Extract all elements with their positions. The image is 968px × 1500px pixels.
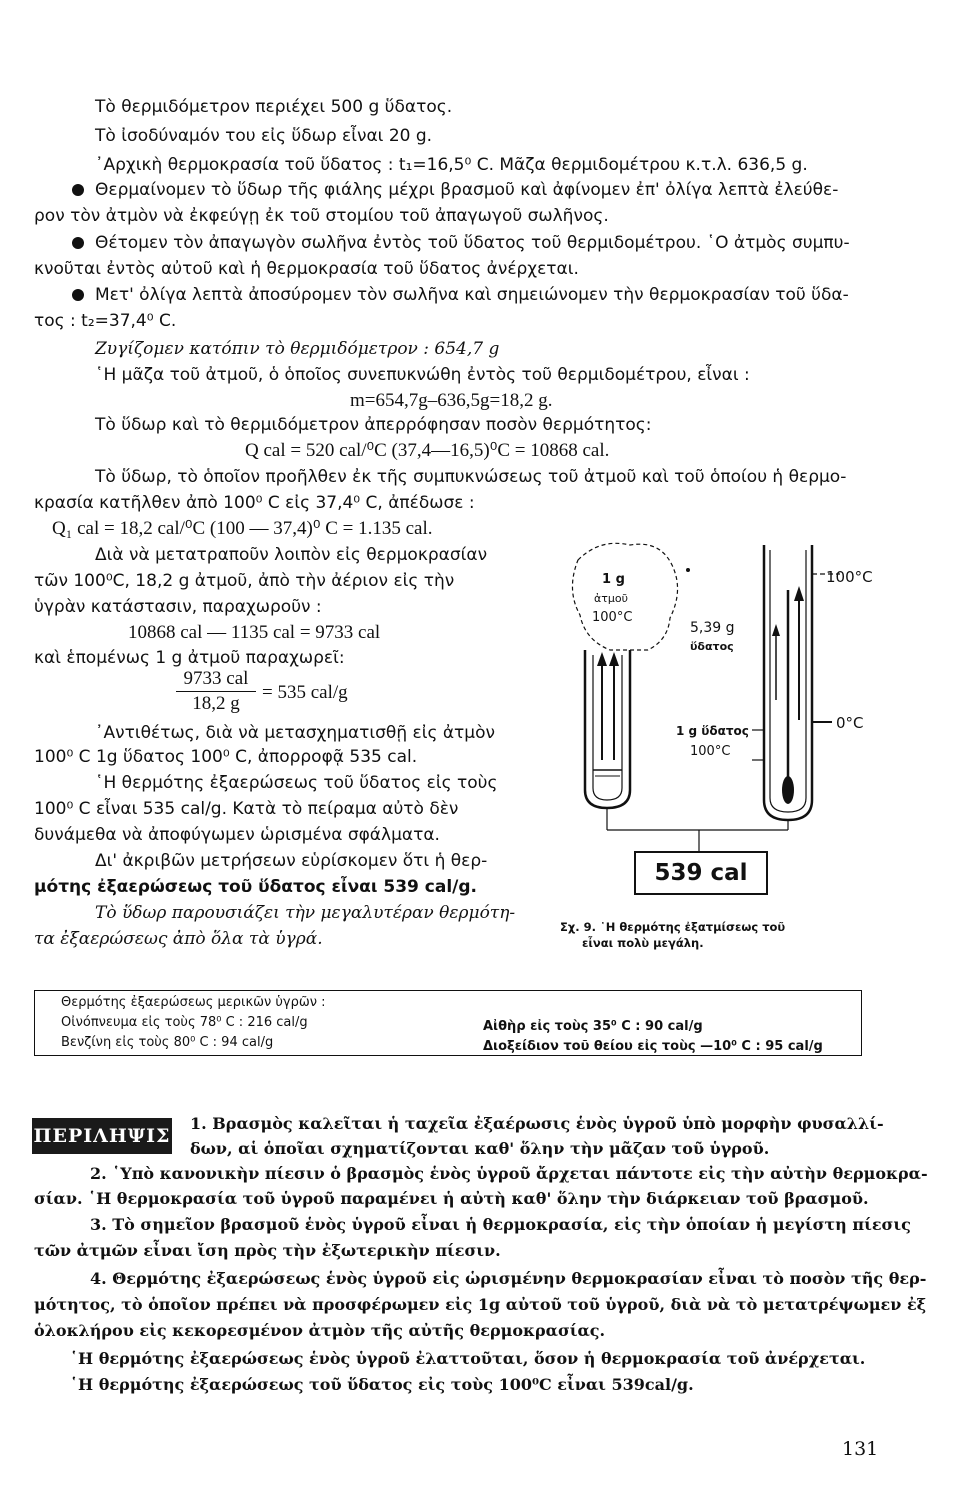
text-line: Τὸ θερμιδόμετρον περιέχει 500 g ὕδατος. xyxy=(95,97,453,117)
text-line: Δι' ἀκριβῶν μετρήσεων εὑρίσκομεν ὅτι ἡ θερ- xyxy=(95,851,488,871)
steam-word-label: ἀτμοῦ xyxy=(594,592,628,605)
summary-line: ῾Η θερμότης ἐξαερώσεως τοῦ ὕδατος εἰς τοὺς 100⁰C εἶναι 539cal/g. xyxy=(70,1375,694,1394)
summary-line: ὁλοκλήρου εἰς κεκορεσμένον ἀτμὸν τῆς αὐτῆς θερμοκρασίας. xyxy=(34,1321,606,1340)
text-line: ῾Η μᾶζα τοῦ ἀτμοῦ, ὁ ὁποῖος συνεπυκνώθη ἐντὸς τοῦ θερμιδομέτρου, εἶναι : xyxy=(95,365,750,385)
text-line: Διὰ νὰ μετατραποῦν λοιπὸν εἰς θερμοκρασίαν xyxy=(95,545,488,565)
text-line: δυνάμεθα νὰ ἀποφύγωμεν ὡρισμένα σφάλματα. xyxy=(34,825,440,845)
text-line: Τὸ ἰσοδύναμόν του εἰς ὕδωρ εἶναι 20 g. xyxy=(95,126,433,146)
text-line: κνοῦται ἐντὸς αὐτοῦ καὶ ἡ θερμοκρασία τοῦ ὕδατος ἀνέρχεται. xyxy=(34,259,579,279)
summary-line: σίαν. ῾Η θερμοκρασία τοῦ ὑγροῦ παραμένει ἡ αὐτὴ καθ' ὅλην τὴν διάρκειαν τοῦ βρασμοῦ. xyxy=(34,1189,869,1208)
fraction xyxy=(176,668,256,715)
text-line: Θερμαίνομεν τὸ ὕδωρ τῆς φιάλης μέχρι βρασμοῦ καὶ ἀφίνομεν ἐπ' ὀλίγα λεπτὰ ἐλεύθε- xyxy=(95,180,839,200)
equation: m=654,7g–636,5g=18,2 g. xyxy=(350,390,553,411)
text-line: ᾿Αντιθέτως, διὰ νὰ μετασχηματισθῇ εἰς ἀτμὸν xyxy=(95,723,495,743)
temp-cold-label: 0°C xyxy=(836,714,864,732)
result-box: 539 cal xyxy=(634,851,768,895)
steam-temp-label: 100°C xyxy=(592,610,633,625)
text-line: 100⁰ C 1g ὕδατος 100⁰ C, ἀπορροφᾷ 535 cal. xyxy=(34,747,418,767)
equation: Q cal = 520 cal/⁰C (37,4—16,5)⁰C = 10868 cal. xyxy=(245,440,610,461)
text-line: τῶν 100⁰C, 18,2 g ἀτμοῦ, ἀπὸ τὴν ἀέριον εἰς τὴν xyxy=(34,571,455,591)
table-row: Διοξείδιον τοῦ θείου εἰς τοὺς —10⁰ C : 95 cal/g xyxy=(483,1039,823,1054)
left-tube-inner xyxy=(593,655,622,800)
page-number: 131 xyxy=(842,1438,879,1460)
text-line: μότης ἐξαερώσεως τοῦ ὕδατος εἶναι 539 cal/g. xyxy=(34,877,477,897)
water-word-label: ὕδατος xyxy=(690,640,734,653)
text-line: τος : t₂=37,4⁰ C. xyxy=(34,311,177,331)
text-line: 100⁰ C εἶναι 535 cal/g. Κατὰ τὸ πείραμα αὐτὸ δὲν xyxy=(34,799,459,819)
bullet-icon xyxy=(72,184,84,196)
text-line: ῾Η θερμότης ἐξαερώσεως τοῦ ὕδατος εἰς τοὺς xyxy=(95,773,498,793)
text-line: Τὸ ὕδωρ καὶ τὸ θερμιδόμετρον ἀπερρόφησαν ποσὸν θερμότητος: xyxy=(95,415,652,435)
summary-line: ῾Η θερμότης ἐξαερώσεως ἑνὸς ὑγροῦ ἐλαττοῦται, ὅσον ἡ θερμοκρασία τοῦ ἀνέρχεται. xyxy=(70,1349,866,1368)
vaporization-heat-table xyxy=(34,990,862,1056)
table-title: Θερμότης ἐξαερώσεως μερικῶν ὑγρῶν : xyxy=(61,995,326,1010)
equation: 10868 cal — 1135 cal = 9733 cal xyxy=(128,622,381,643)
text-line: Μετ' ὀλίγα λεπτὰ ἀποσύρομεν τὸν σωλῆνα καὶ σημειώνομεν τὴν θερμοκρασίαν τοῦ ὕδα- xyxy=(95,285,849,305)
text-line: κρασία κατῆλθεν ἀπὸ 100⁰ C εἰς 37,4⁰ C, ἀπέδωσε : xyxy=(34,493,475,513)
text-line: Τὸ ὕδωρ παρουσιάζει τὴν μεγαλυτέραν θερμότη- xyxy=(95,903,516,923)
thermometer-bulb xyxy=(782,776,794,804)
text-line: καὶ ἑπομένως 1 g ἀτμοῦ παραχωρεῖ: xyxy=(34,648,345,668)
temp-hot-label: 100°C xyxy=(826,568,873,586)
equation: Q₁ cal = 18,2 cal/⁰C (100 — 37,4)⁰ C = 1.135 cal. xyxy=(52,518,433,539)
fraction-result: = 535 cal/g xyxy=(262,682,348,703)
figure-caption: Σχ. 9. ῾Η θερμότης ἐξατμίσεως τοῦ xyxy=(560,920,786,934)
fraction-bar xyxy=(176,691,256,692)
summary-badge: ΠΕΡΙΛΗΨΙΣ xyxy=(32,1118,172,1154)
water-mass-label: 5,39 g xyxy=(690,620,735,636)
text-line: Ζυγίζομεν κατόπιν τὸ θερμιδόμετρον : 654,7 g xyxy=(95,339,500,359)
left-tube xyxy=(585,650,630,808)
summary-line: τῶν ἀτμῶν εἶναι ἴση πρὸς τὴν ἐξωτερικὴν πίεσιν. xyxy=(34,1241,501,1260)
fraction-numerator: 9733 cal xyxy=(183,668,249,689)
bullet-icon xyxy=(72,237,84,249)
bullet-icon xyxy=(72,289,84,301)
summary-line: 3. Τὸ σημεῖον βρασμοῦ ἑνὸς ὑγροῦ εἶναι ἡ θερμοκρασία, εἰς τὴν ὁποίαν ἡ μεγίστη πίεσις xyxy=(90,1215,911,1234)
summary-line: 4. Θερμότης ἐξαερώσεως ἑνὸς ὑγροῦ εἰς ὡρισμένην θερμοκρασίαν εἶναι τὸ ποσὸν τῆς θερ- xyxy=(90,1269,927,1288)
table-row: Βενζίνη εἰς τοὺς 80⁰ C : 94 cal/g xyxy=(61,1035,274,1050)
text-line: Θέτομεν τὸν ἀπαγωγὸν σωλῆνα ἐντὸς τοῦ ὕδατος τοῦ θερμιδομέτρου. ῾Ο ἀτμὸς συμπυ- xyxy=(95,233,850,253)
figure-caption-2: εἶναι πολὺ μεγάλη. xyxy=(582,936,704,950)
summary-line: μότητος, τὸ ὁποῖον πρέπει νὰ προσφέρωμεν εἰς 1g αὐτοῦ τοῦ ὑγροῦ, διὰ νὰ τὸ μετατρέψωμεν ἐξ xyxy=(34,1295,927,1314)
summary-line: 2. ῾Υπὸ κανονικὴν πίεσιν ὁ βρασμὸς ἑνὸς ὑγροῦ ἄρχεται πάντοτε εἰς τὴν αὐτὴν θερμοκρα- xyxy=(90,1164,928,1183)
table-row: Οἰνόπνευμα εἰς τοὺς 78⁰ C : 216 cal/g xyxy=(61,1015,308,1030)
text-line: τα ἐξαερώσεως ἀπὸ ὅλα τὰ ὑγρά. xyxy=(34,929,323,949)
text-line: ᾿Αρχικὴ θερμοκρασία τοῦ ὕδατος : t₁=16,5⁰ C. Μᾶζα θερμιδομέτρου κ.τ.λ. 636,5 g. xyxy=(95,155,808,175)
water-1g-label: 1 g ὕδατος xyxy=(676,724,749,738)
summary-line: 1. Βρασμὸς καλεῖται ἡ ταχεῖα ἐξαέρωσις ἑνὸς ὑγροῦ ὑπὸ μορφὴν φυσαλλί- xyxy=(190,1114,884,1133)
water-temp-label: 100°C xyxy=(690,744,731,759)
fraction-denominator: 18,2 g xyxy=(192,693,240,714)
text-line: Τὸ ὕδωρ, τὸ ὁποῖον προῆλθεν ἐκ τῆς συμπυκνώσεως τοῦ ἀτμοῦ καὶ τοῦ ὁποίου ἡ θερμο- xyxy=(95,467,847,487)
text-line: ρον τὸν ἀτμὸν νὰ ἐκφεύγῃ ἐκ τοῦ στομίου τοῦ ἀπαγωγοῦ σωλῆνος. xyxy=(34,206,609,226)
table-row: Αἰθὴρ εἰς τοὺς 35⁰ C : 90 cal/g xyxy=(483,1019,703,1034)
right-tube xyxy=(764,545,812,820)
text-line: ὑγρὰν κατάστασιν, παραχωροῦν : xyxy=(34,597,322,617)
steam-mass-label: 1 g xyxy=(602,572,625,587)
summary-line: δων, αἱ ὁποῖαι σχηματίζονται καθ' ὅλην τὴν μᾶζαν τοῦ ὑγροῦ. xyxy=(190,1139,770,1158)
